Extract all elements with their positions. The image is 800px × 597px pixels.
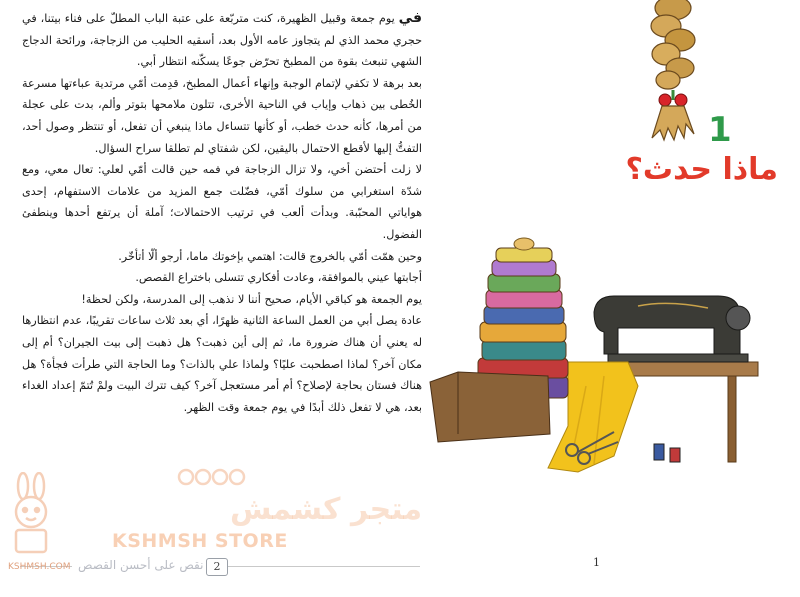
paragraph-text: يوم جمعة وقبيل الظهيرة، كنت متربّعة على عتبة الباب المطلّ على فناء بيتنا، في حجري محمد الذي لم يتجاوز عامه الأول بعد، أسقيه الحليب من الزجاجة، ورائحة الدجاج الشهي تنبعث بقوة من المطبخ تحرّض جوعًا يسكّنه انتظار أبي. xyxy=(22,12,422,69)
paragraph-3: لا زلت أحتضن أخي، ولا تزال الزجاجة في فمه حين قالت أمّي لعلي: تعال معي، ومع شدّة استغرابي من سلوك أمّي، فضّلت جمع المزيد من علامات الاستفهام، إحدى هواياتي المحبّبة. وبدأت ألعب في ترتيب الاحتمالات؛ آملة أن يرتفع أحدها وينطفئ الفضول. xyxy=(22,163,422,241)
body-text xyxy=(22,8,422,418)
left-page-number: 2 xyxy=(206,558,228,576)
paragraph-7: عادة يصل أبي من العمل الساعة الثانية ظهرًا، أي بعد ثلاث ساعات تقريبًا، عدم انتظارها له يعني أن هناك ضرورة ما، ثم إلى أين ذهبت؟ هل ذهبت إلى بيت الجيران؟ أم إلى مكان آخر؟ لماذا اصطحبت عليًا؟ ولماذا علي بالذات؟ وما الحاجة التي طرأت فجأة؟ هل هناك فستان بحاجة لإصلاح؟ أم أمر مستعجل آخر؟ كيف تترك البيت ولمْ تُتمّ إعداد الغداء بعد، هي لا تفعل ذلك أبدًا في يوم جمعة وقت الظهر. xyxy=(22,314,422,414)
braid-illustration xyxy=(638,0,708,142)
right-page-number: 1 xyxy=(593,556,600,569)
chapter-title: ماذا حدث؟ xyxy=(625,152,778,187)
chapter-number: 1 xyxy=(708,110,732,150)
paragraph-1 xyxy=(22,8,422,73)
watermark-store: KSHMSH STORE xyxy=(112,530,288,552)
watermark-logo xyxy=(6,472,56,562)
sewing-illustration xyxy=(418,236,800,476)
book-series-title: نقص على أحسن القصص xyxy=(72,558,209,572)
watermark-arabic: متجر كشمش xyxy=(230,492,423,527)
right-page xyxy=(430,0,800,597)
paragraph-5: أجابتها عيني بالموافقة، وعادت أفكاري تتسلى باختراع القصص. xyxy=(135,271,422,285)
left-footer xyxy=(20,556,420,576)
paragraph-4: وحين همّت أمّي بالخروج قالت: اهتمي بإخوتك ماما، أرجو ألّا أتأخّر. xyxy=(118,249,422,263)
paragraph-2: بعد برهة لا تكفي لإتمام الوجبة وإنهاء أعمال المطبخ، قدِمت أمّي مرتدية عباءتها مسرعة الخُطى بين ذهاب وإياب في الناحية الأخرى، تتلون ملامحها بتوتر وألم، بدت على عجلة من أمرها، كأنه حدث خطب، أو كأنها تتساءل ماذا ينبغي أن تفعل، أو تنتظر وصول أحد، التفتُّ إليها لأقطع الاحتمال باليقين، لكن شفتاي لم تطلقا سراح السؤال. xyxy=(22,76,422,155)
paragraph-6: يوم الجمعة هو كباقي الأيام، صحيح أننا لا نذهب إلى المدرسة، ولكن لحظة! xyxy=(81,292,422,306)
watermark-dots xyxy=(176,466,248,488)
watermark-site: KSHMSH.COM xyxy=(8,562,71,572)
lead-word: في xyxy=(398,10,422,26)
